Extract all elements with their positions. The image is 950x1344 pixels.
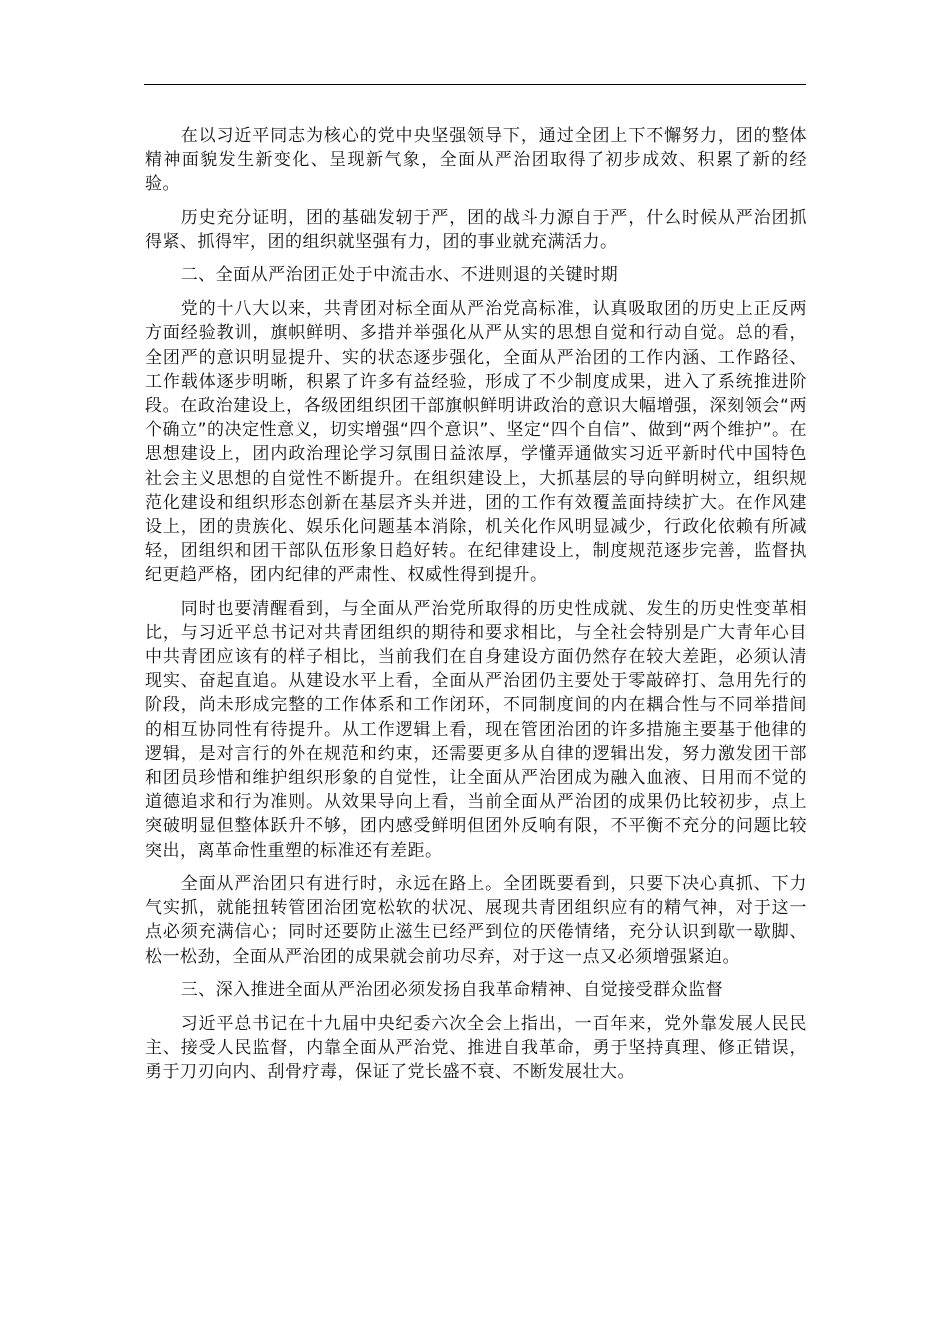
paragraph-1: 在以习近平同志为核心的党中央坚强领导下，通过全团上下不懈努力，团的整体精神面貌发生新变化、呈现新气象，全面从严治团取得了初步成效、积累了新的经验。 [145, 126, 807, 195]
paragraph-5: 全面从严治团只有进行时，永远在路上。全团既要看到，只要下决心真抓、下力气实抓，就能扭转管团治团宽松软的状况、展现共青团组织应有的精气神，对于这一点必须充满信心；同时还要防止滋生已经严到位的厌倦情绪，充分认识到歇一歇脚、松一松劲，全面从严治团的成果就会前功尽弃，对于这一点又必须增强紧迫。 [145, 873, 807, 967]
section-heading-2: 二、全面从严治团正处于中流击水、不进则退的关键时期 [180, 265, 619, 286]
section-heading-3: 三、深入推进全面从严治团必须发扬自我革命精神、自觉接受群众监督 [180, 979, 724, 1000]
header-rule [144, 84, 806, 85]
paragraph-4: 同时也要清醒看到，与全面从严治党所取得的历史性成就、发生的历史性变革相比，与习近平总书记对共青团组织的期待和要求相比，与全社会特别是广大青年心目中共青团应该有的样子相比，当前我们在自身建设方面仍然存在较大差距，必须认清现实、奋起直追。从建设水平上看，全面从严治团仍主要处于零敲碎打、急用先行的阶段，尚未形成完整的工作体系和工作闭环，不同制度间的内在耦合性与不同举措间的相互协同性有待提升。从工作逻辑上看，现在管团治团的许多措施主要基于他律的逻辑，是对言行的外在规范和约束，还需要更多从自律的逻辑出发，努力激发团干部和团员珍惜和维护组织形象的自觉性，让全面从严治团成为融入血液、日用而不觉的道德追求和行为准则。从效果导向上看，当前全面从严治团的成果仍比较初步，点上突破明显但整体跃升不够，团内感受鲜明但团外反响有限，不平衡不充分的问题比较突出，离革命性重塑的标准还有差距。 [145, 598, 807, 861]
paragraph-2: 历史充分证明，团的基础发轫于严，团的战斗力源自于严，什么时候从严治团抓得紧、抓得牢，团的组织就坚强有力，团的事业就充满活力。 [145, 207, 807, 252]
paragraph-6: 习近平总书记在十九届中央纪委六次全会上指出，一百年来，党外靠发展人民民主、接受人民监督，内靠全面从严治党、推进自我革命，勇于坚持真理、修正错误，勇于刀刃向内、刮骨疗毒，保证了党长盛不衰、不断发展壮大。 [145, 1013, 807, 1083]
paragraph-3: 党的十八大以来，共青团对标全面从严治党高标准，认真吸取团的历史上正反两方面经验教训，旗帜鲜明、多措并举强化从严从实的思想自觉和行动自觉。总的看，全团严的意识明显提升、实的状态逐步强化，全面从严治团的工作内涵、工作路径、工作载体逐步明晰，积累了许多有益经验，形成了不少制度成果，进入了系统推进阶段。在政治建设上，各级团组织团干部旗帜鲜明讲政治的意识大幅增强，深刻领会“两个确立”的决定性意义，切实增强“四个意识”、坚定“四个自信”、做到“两个维护”。在思想建设上，团内政治理论学习氛围日益浓厚，学懂弄通做实习近平新时代中国特色社会主义思想的自觉性不断提升。在组织建设上，大抓基层的导向鲜明树立，组织规范化建设和组织形态创新在基层齐头并进，团的工作有效覆盖面持续扩大。在作风建设上，团的贵族化、娱乐化问题基本消除，机关化作风明显减少，行政化依赖有所减轻，团组织和团干部队伍形象日趋好转。在纪律建设上，制度规范逐步完善，监督执纪更趋严格，团内纪律的严肃性、权威性得到提升。 [145, 299, 807, 586]
document-body [145, 124, 807, 1094]
